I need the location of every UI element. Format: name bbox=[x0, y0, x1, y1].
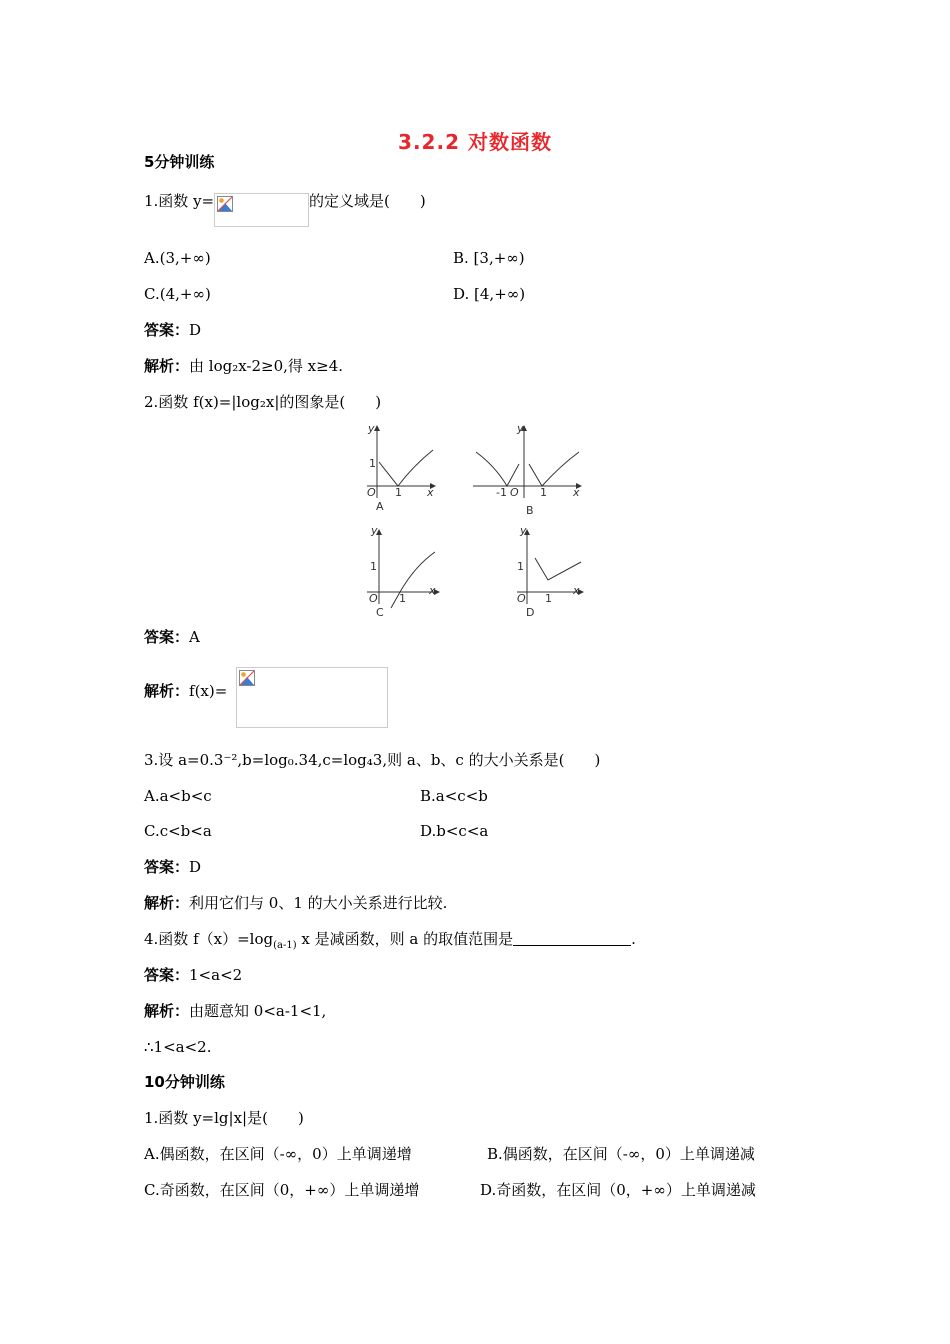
answer-value: D bbox=[189, 858, 202, 876]
q1-analysis bbox=[144, 356, 343, 376]
svg-text:1: 1 bbox=[395, 486, 402, 499]
q2-analysis bbox=[144, 681, 227, 701]
q4-answer bbox=[144, 965, 242, 985]
q4-analysis bbox=[144, 1001, 326, 1021]
section-heading-10min: 10分钟训练 bbox=[144, 1073, 225, 1091]
q4-stem-end: . bbox=[631, 930, 636, 948]
q3-option-b: B.a<c<b bbox=[420, 787, 488, 805]
q3-option-c: C.c<b<a bbox=[144, 822, 212, 840]
q5-option-d: D.奇函数，在区间（0，+∞）上单调递减 bbox=[480, 1181, 756, 1199]
q1-option-b: B. [3,+∞) bbox=[453, 249, 525, 267]
svg-text:1: 1 bbox=[370, 560, 377, 573]
q1-option-a: A.(3,+∞) bbox=[144, 249, 211, 267]
answer-label: 答案： bbox=[144, 858, 190, 876]
q3-stem: 3.设 a=0.3⁻²,b=log₀.34,c=log₄3,则 a、b、c 的大小关系是( ) bbox=[144, 751, 601, 769]
q1-stem-prefix: 1.函数 y= bbox=[144, 192, 215, 210]
svg-text:1: 1 bbox=[399, 592, 406, 605]
svg-text:y: y bbox=[371, 524, 378, 537]
graph-label-c: C bbox=[376, 606, 384, 619]
q3-option-d: D.b<c<a bbox=[420, 822, 489, 840]
answer-value: D bbox=[189, 321, 202, 339]
svg-text:y: y bbox=[520, 524, 527, 537]
q3-option-a: A.a<b<c bbox=[144, 787, 212, 805]
broken-image-icon bbox=[239, 670, 255, 686]
q1-answer bbox=[144, 320, 201, 340]
q5-option-c: C.奇函数，在区间（0，+∞）上单调递增 bbox=[144, 1181, 420, 1199]
q3-analysis bbox=[144, 893, 447, 913]
answer-label: 答案： bbox=[144, 321, 190, 339]
svg-text:O: O bbox=[369, 592, 378, 605]
graph-label-a: A bbox=[376, 500, 384, 513]
q1-formula-image bbox=[214, 193, 309, 227]
graph-label-b: B bbox=[526, 504, 534, 517]
q2-stem: 2.函数 f(x)=|log₂x|的图象是( ) bbox=[144, 393, 382, 411]
answer-value: A bbox=[189, 628, 200, 646]
svg-text:O: O bbox=[510, 486, 519, 499]
svg-text:1: 1 bbox=[517, 560, 524, 573]
analysis-label: 解析： bbox=[144, 894, 190, 912]
graph-b bbox=[473, 426, 581, 498]
analysis-text: f(x)= bbox=[189, 682, 228, 700]
svg-text:y: y bbox=[517, 422, 524, 435]
svg-text:1: 1 bbox=[540, 486, 547, 499]
q1-option-d: D. [4,+∞) bbox=[453, 285, 526, 303]
answer-label: 答案： bbox=[144, 628, 190, 646]
analysis-text: 由题意知 0<a-1<1, bbox=[189, 1002, 327, 1020]
q3-answer bbox=[144, 857, 201, 877]
q4-log-base: (a-1) bbox=[273, 940, 297, 951]
q2-answer bbox=[144, 627, 200, 647]
analysis-label: 解析： bbox=[144, 357, 190, 375]
svg-text:1: 1 bbox=[545, 592, 552, 605]
q2-formula-image bbox=[236, 667, 388, 728]
svg-text:x: x bbox=[573, 584, 580, 597]
q4-stem bbox=[144, 929, 636, 949]
q4-answer-blank bbox=[513, 931, 631, 946]
q2-graphs-figure bbox=[355, 418, 605, 626]
svg-text:1: 1 bbox=[369, 457, 376, 470]
svg-text:-1: -1 bbox=[496, 486, 507, 499]
q5-option-a: A.偶函数，在区间（-∞，0）上单调递增 bbox=[144, 1145, 412, 1163]
answer-label: 答案： bbox=[144, 966, 190, 984]
svg-text:O: O bbox=[367, 486, 376, 499]
svg-text:O: O bbox=[517, 592, 526, 605]
analysis-label: 解析： bbox=[144, 1002, 190, 1020]
svg-text:x: x bbox=[573, 486, 580, 499]
q5-stem: 1.函数 y=lg|x|是( ) bbox=[144, 1109, 304, 1127]
svg-text:y: y bbox=[368, 422, 375, 435]
q5-option-b: B.偶函数，在区间（-∞，0）上单调递减 bbox=[487, 1145, 755, 1163]
svg-text:x: x bbox=[429, 584, 436, 597]
answer-value: 1<a<2 bbox=[189, 966, 243, 984]
q4-analysis-conclusion: ∴1<a<2. bbox=[144, 1038, 212, 1056]
graph-label-d: D bbox=[526, 606, 535, 619]
section-heading-5min: 5分钟训练 bbox=[144, 153, 215, 171]
q4-stem-suffix: x 是减函数，则 a 的取值范围是 bbox=[301, 930, 514, 948]
page-title: 3.2.2 对数函数 bbox=[398, 130, 552, 154]
broken-image-icon bbox=[217, 196, 233, 212]
svg-text:x: x bbox=[427, 486, 434, 499]
analysis-text: 利用它们与 0、1 的大小关系进行比较. bbox=[189, 894, 448, 912]
q1-option-c: C.(4,+∞) bbox=[144, 285, 211, 303]
analysis-label: 解析： bbox=[144, 682, 190, 700]
analysis-text: 由 log₂x-2≥0,得 x≥4. bbox=[189, 357, 344, 375]
q1-stem-suffix: 的定义域是( ) bbox=[309, 192, 426, 210]
q4-stem-prefix: 4.函数 f（x）=log bbox=[144, 930, 274, 948]
